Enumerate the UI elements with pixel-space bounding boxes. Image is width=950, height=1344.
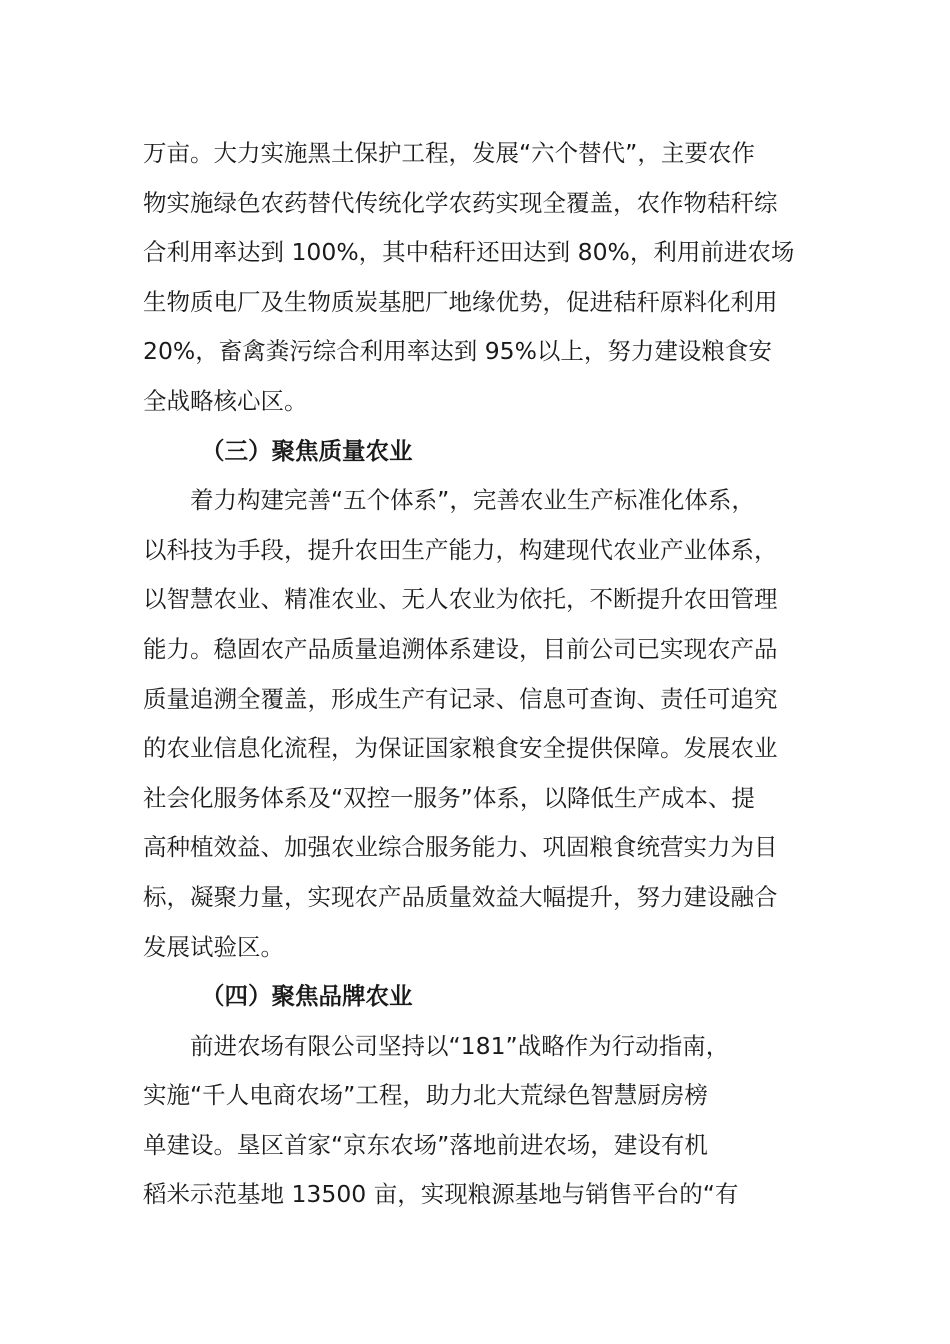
body-line: 以智慧农业、精准农业、无人农业为依托，不断提升农田管理: [143, 585, 778, 614]
body-line: 社会化服务体系及“双控一服务”体系，以降低生产成本、提: [143, 783, 755, 812]
body-line: 全战略核心区。: [143, 386, 308, 415]
body-line: 实施“千人电商农场”工程，助力北大荒绿色智慧厨房榜: [143, 1081, 708, 1110]
body-line: 生物质电厂及生物质炭基肥厂地缘优势，促进秸秆原料化利用: [143, 287, 778, 316]
body-line: 万亩。大力实施黑土保护工程，发展“六个替代”，主要农作: [143, 139, 755, 167]
body-line: 以科技为手段，提升农田生产能力，构建现代农业产业体系，: [143, 535, 778, 564]
paragraph-first-line: 着力构建完善“五个体系”，完善农业生产标准化体系，: [190, 486, 755, 515]
body-line: 的农业信息化流程，为保证国家粮食安全提供保障。发展农业: [143, 734, 778, 763]
body-line: 合利用率达到 100%，其中秸秆还田达到 80%，利用前进农场: [143, 238, 795, 267]
document-body: [143, 129, 807, 1220]
body-line: 物实施绿色农药替代传统化学农药实现全覆盖，农作物秸秆综: [143, 188, 778, 217]
section-heading-quality: （三）聚焦质量农业: [201, 436, 413, 465]
body-line: 单建设。垦区首家“京东农场”落地前进农场，建设有机: [143, 1130, 708, 1159]
body-line: 发展试验区。: [143, 932, 284, 961]
body-line: 20%，畜禽粪污综合利用率达到 95%以上，努力建设粮食安: [143, 337, 772, 366]
body-line: 标，凝聚力量，实现农产品质量效益大幅提升，努力建设融合: [143, 882, 778, 911]
paragraph-first-line: 前进农场有限公司坚持以“181”战略作为行动指南，: [190, 1031, 730, 1060]
body-line: 稻米示范基地 13500 亩，实现粮源基地与销售平台的“有: [143, 1180, 739, 1209]
section-heading-brand: （四）聚焦品牌农业: [201, 982, 413, 1011]
body-line: 质量追溯全覆盖，形成生产有记录、信息可查询、责任可追究: [143, 684, 778, 713]
body-line: 高种植效益、加强农业综合服务能力、巩固粮食统营实力为目: [143, 833, 778, 862]
body-line: 能力。稳固农产品质量追溯体系建设，目前公司已实现农产品: [143, 634, 778, 663]
